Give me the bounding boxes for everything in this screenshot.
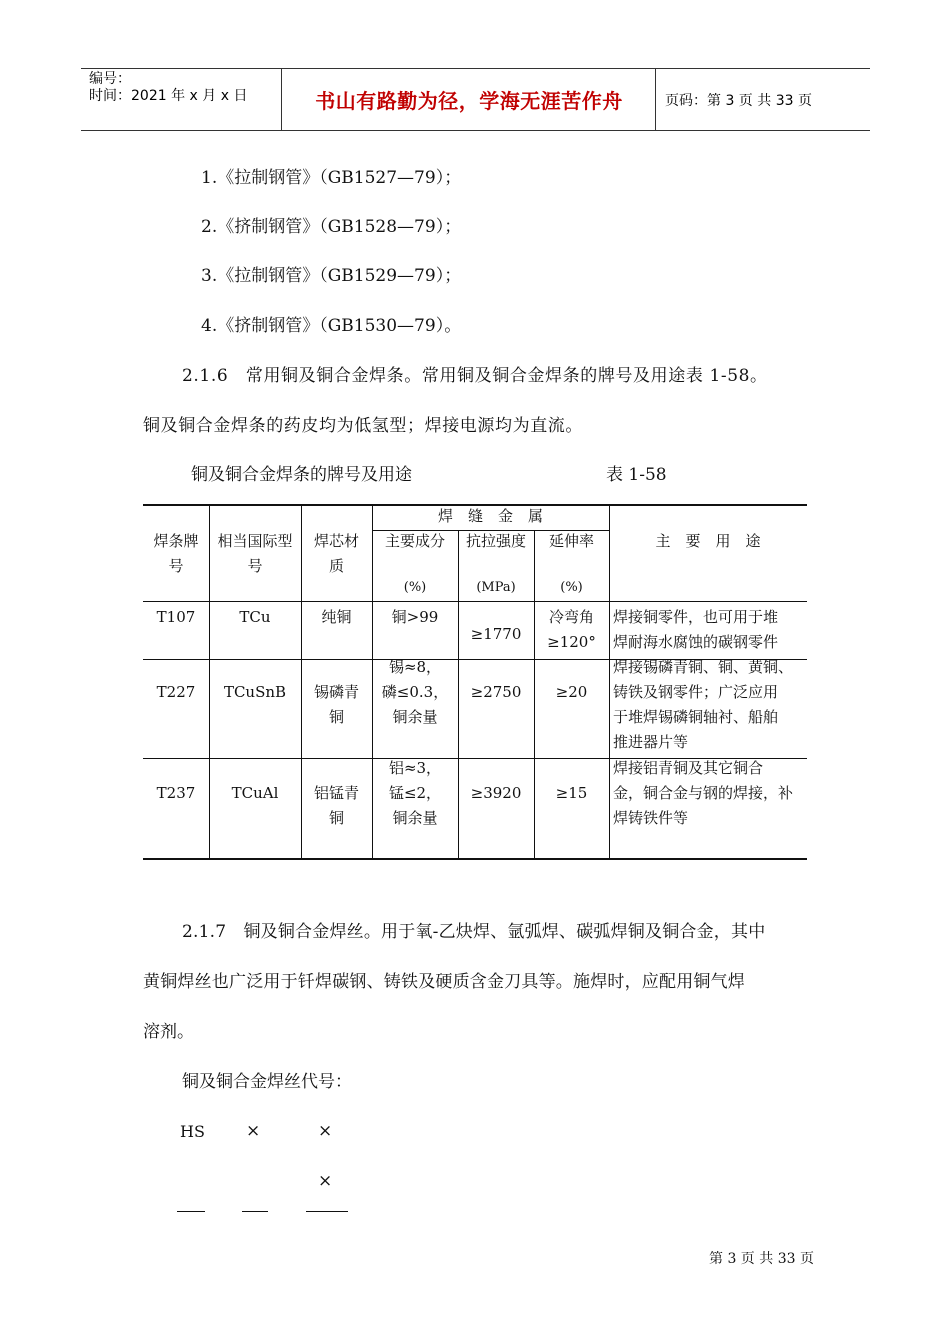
table-col-rule bbox=[609, 504, 610, 860]
table-cell-elongation: ≥20 bbox=[555, 683, 588, 701]
header-divider bbox=[655, 69, 656, 130]
wire-code-title: 铜及铜合金焊丝代号： bbox=[182, 1072, 352, 1092]
table-caption: 铜及铜合金焊条的牌号及用途 bbox=[191, 465, 412, 485]
serial-label: 编号： bbox=[89, 71, 131, 87]
table-cell-composition: 铝≈3， 锰≤2， 铜余量 bbox=[388, 759, 442, 827]
standard-item-2: 2.《挤制钢管》（GB1528—79）； bbox=[201, 217, 462, 237]
table-cell-grade: T227 bbox=[156, 683, 196, 701]
standard-item-3: 3.《拉制钢管》（GB1529—79）； bbox=[201, 266, 462, 286]
wire-code-blank-2 bbox=[242, 1211, 268, 1212]
header-usage: 主 要 用 途 bbox=[655, 532, 761, 550]
table-cell-intl: TCuSnB bbox=[223, 683, 287, 701]
page-header bbox=[81, 68, 870, 131]
unit-composition: (%) bbox=[403, 580, 427, 595]
header-weld-metal: 焊 缝 金 属 bbox=[437, 507, 543, 525]
table-cell-tensile: ≥1770 bbox=[470, 625, 522, 643]
table-cell-composition: 锡≈8， 磷≤0.3， 铜余量 bbox=[381, 658, 449, 726]
wire-code-mark-2: × bbox=[318, 1121, 333, 1141]
header-elongation: 延伸率 bbox=[548, 532, 594, 550]
page-footer: 第 3 页 共 33 页 bbox=[709, 1251, 814, 1267]
table-cell-grade: T107 bbox=[156, 608, 196, 626]
time-label: 时间：2021 年 x 月 x 日 bbox=[89, 88, 248, 104]
section-217-line3: 溶剂。 bbox=[143, 1022, 194, 1042]
table-cell-tensile: ≥2750 bbox=[470, 683, 522, 701]
section-217-line2: 黄铜焊丝也广泛用于钎焊碳钢、铸铁及硬质含金刀具等。施焊时，应配用铜气焊 bbox=[143, 972, 745, 992]
section-217-line1: 2.1.7 铜及铜合金焊丝。用于氧-乙炔焊、氩弧焊、碳弧焊铜及铜合金，其中 bbox=[182, 922, 766, 942]
table-cell-core: 纯铜 bbox=[321, 608, 352, 626]
wire-code-mark-1: × bbox=[246, 1121, 261, 1141]
table-cell-tensile: ≥3920 bbox=[470, 784, 522, 802]
header-tensile: 抗拉强度 bbox=[465, 532, 526, 550]
table-header-rule bbox=[143, 601, 807, 602]
unit-elongation: (%) bbox=[560, 580, 583, 595]
standard-item-1: 1.《拉制钢管》（GB1527—79）； bbox=[201, 168, 462, 188]
header-meta bbox=[89, 71, 247, 105]
header-intl-model: 相当国际型 号 bbox=[217, 532, 293, 575]
header-core-material: 焊芯材 质 bbox=[313, 532, 359, 575]
table-cell-usage: 焊接铝青铜及其它铜合 金，铜合金与钢的焊接，补 焊铸铁件等 bbox=[613, 759, 794, 827]
header-grade: 焊条牌 号 bbox=[153, 532, 199, 575]
table-cell-intl: TCu bbox=[239, 608, 271, 626]
table-cell-composition: 铜>99 bbox=[391, 608, 439, 626]
wire-code-blank-3 bbox=[306, 1211, 348, 1212]
wire-code-mark-3: × bbox=[318, 1171, 333, 1191]
unit-tensile: (MPa) bbox=[476, 580, 516, 595]
table-cell-core: 锡磷青 铜 bbox=[313, 683, 359, 726]
standard-item-4: 4.《挤制钢管》（GB1530—79）。 bbox=[201, 316, 462, 336]
table-cell-grade: T237 bbox=[156, 784, 196, 802]
section-216-line1: 2.1.6 常用铜及铜合金焊条。常用铜及铜合金焊条的牌号及用途表 1-58。 bbox=[182, 366, 768, 386]
wire-code-blank-1 bbox=[177, 1211, 205, 1212]
header-page-label: 页码：第 3 页 共 33 页 bbox=[665, 92, 812, 109]
table-cell-core: 铝锰青 铜 bbox=[313, 784, 359, 827]
table-cell-intl: TCuAl bbox=[231, 784, 279, 802]
table-cell-usage: 焊接锡磷青铜、铜、黄铜、 铸铁及钢零件；广泛应用 于堆焊锡磷铜轴衬、船舶 推进器片等 bbox=[613, 658, 794, 751]
electrode-table bbox=[143, 504, 807, 860]
table-cell-elongation: ≥15 bbox=[555, 784, 588, 802]
table-bottom-rule bbox=[143, 858, 807, 860]
header-composition: 主要成分 bbox=[384, 532, 445, 550]
wire-code-prefix: HS bbox=[180, 1122, 205, 1141]
section-216-line2: 铜及铜合金焊条的药皮均为低氢型；焊接电源均为直流。 bbox=[143, 416, 583, 436]
header-motto: 书山有路勤为径，学海无涯苦作舟 bbox=[315, 89, 623, 113]
table-cell-elongation: 冷弯角 ≥120° bbox=[547, 608, 596, 651]
table-number: 表 1-58 bbox=[606, 465, 667, 485]
table-cell-usage: 焊接铜零件，也可用于堆 焊耐海水腐蚀的碳钢零件 bbox=[613, 608, 779, 651]
